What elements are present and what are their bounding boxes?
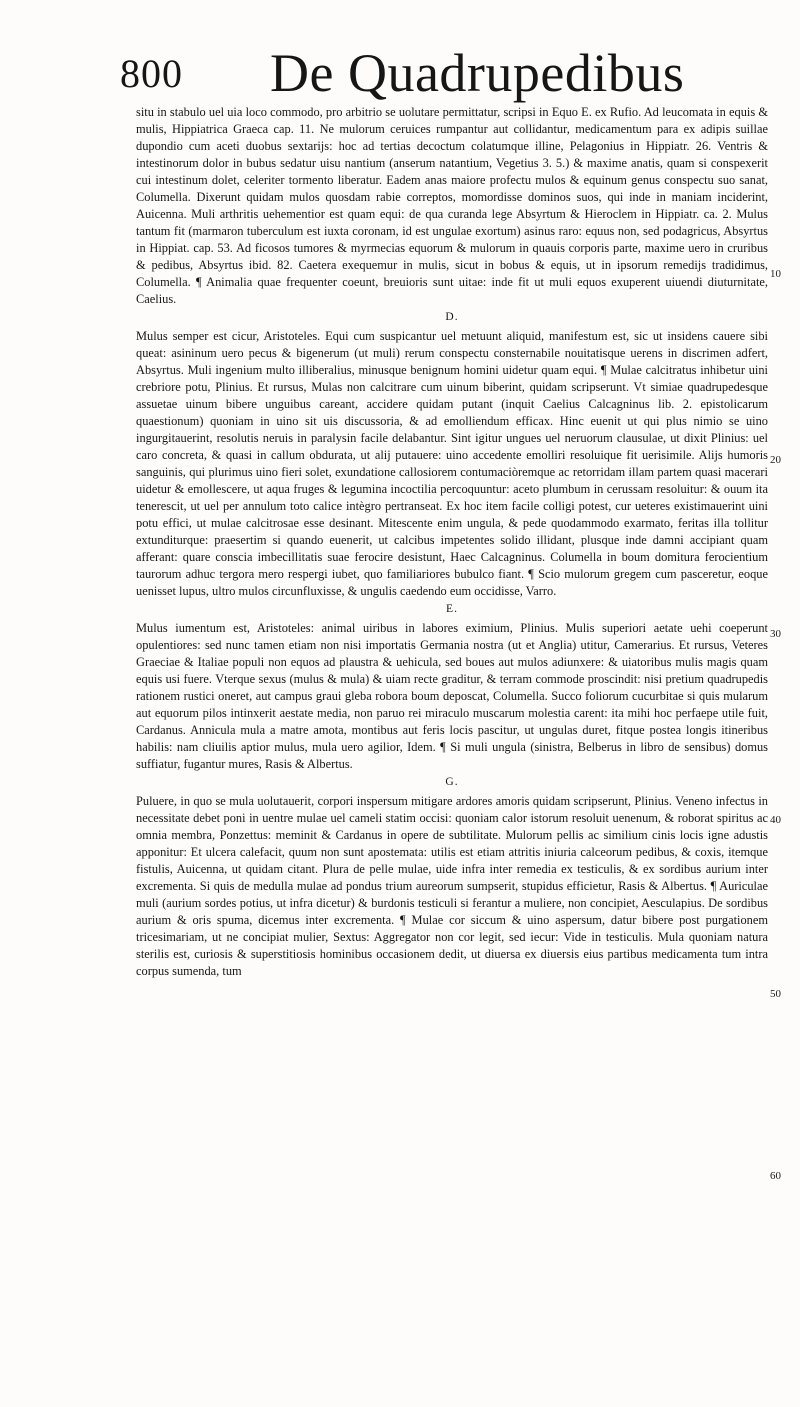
text-column — [136, 104, 768, 1224]
paragraph-section-g: Puluere, in quo se mula uolutauerit, corpori inspersum mitigare ardores amoris quidam scripserunt, Plinius. Veneno infectus in necessitate debet poni in uentre mulae uel cameli statim occisi: quoniam calor istorum resoluit uenenum, & roborat spiritus ac omnia membra, Ponzettus: meminit & Cardanus in opere de subtilitate. Mulorum pellis ac similium cinis locis igne adustis apponitur: Et ulcera calefacit, quum non sunt apostemata: utilis est etiam attritis iniuria calceorum pedibus, & coxis, itemque fistulis, Auicenna, ut quidam citant. Plura de pelle mulae, uide infra inter remedia ex testiculis, & ex sordibus aurium inter excrementa. Si quis de medulla mulae ad pondus trium aureorum sumpserit, stupidus efficietur, Rasis & Albertus. ¶ Auriculae muli (aurium sordes potius, ut infra dicetur) & burdonis testiculi si ferantur a muliere, non concipiet, Aesculapius. De sordibus aurium & oris spuma, dicemus inter excrementa. ¶ Mulae cor siccum & uino aspersum, datur bibere post purgationem tricesimariam, ut ne concipiat mulier, Sextus: Aggregator non cor legit, sed iecur: Vide in testiculis. Mula quoniam natura sterilis est, curiosis & superstitiosis hominibus occasionem dedit, ut diuersa ex diuersis eius partibus medicamenta tum intra corpus sumenda, tum — [136, 794, 768, 978]
paragraph-continuation: situ in stabulo uel uia loco commodo, pro arbitrio se uolutare permittatur, scripsi in Equo E. ex Rufio. Ad leucomata in equis & mulis, Hippiatrica Graeca cap. 11. Ne mulorum ceruices rumpantur aut collidantur, medicamentum para ex adipis suillae dupondio cum aceti duobus sextarijs: hoc ad tertias decoctum colatumque illine, Pelagonius in Hippiatr. 26. Ventris & intestinorum dolor in bubus sedatur uisu nantium (anserum natantium, Vegetius 3. 5.) & maxime anatis, quam si conspexerit cui intestinum dolet, celeriter tormento liberatur. Eadem anas maiore profectu mulos & equinum genus conspectu suo sanat, Columella. Dixerunt quidam mulos quosdam rabie correptos, momordisse dominos suos, qui inde in maniam inciderint, Auicenna. Muli arthritis uehementior est quam equi: de qua curanda lege Absyrtum & Hieroclem in Hippiatr. ca. 2. Mulus tantum fit (marmaron tuberculum est iuxta coronam, id est ungulae exortum) asinus raro: equus non, sed podagricus, Absyrtus in Hippiat. cap. 53. Ad ficosos tumores & myrmecias equorum & mulorum in quauis corporis parte, maxime uero in cruribus & pedibus, Absyrtus ibid. 82. Caetera exequemur in mulis, sicut in bobus & equis, ut in ipsorum remedijs tradidimus, Columella. ¶ Animalia quae frequenter coeunt, breuioris sunt uitae: inde fit ut muli equos exuperent uiuendi diuturnitate, Caelius. — [136, 105, 768, 306]
page-header — [120, 44, 760, 104]
section-marker-e: E. — [446, 603, 458, 615]
margin-number: 10 — [770, 268, 781, 280]
margin-number: 20 — [770, 454, 781, 466]
margin-number: 50 — [770, 988, 781, 1000]
paragraph-section-e: Mulus iumentum est, Aristoteles: animal uiribus in labores eximium, Plinius. Mulis superiori aetate uehi coeperunt opulentiores: sed nunc tamen etiam non nisi importatis Germania nostra (ut et Anglia) utitur, Camerarius. Et rursus, Veteres Graeciae & Italiae populi non equos ad plaustra & uehicula, sed boues aut mulos adiunxere: & uiatoribus mulis magis quam equis usi fuere. Vterque sexus (mulus & mula) & uiam recte graditur, & terram commode proscindit: nisi pretium quadrupedis rationem rustici oneret, aut campus graui gleba robora boum deposcat, Columella. Succo foliorum cucurbitae si quis mularum aut equorum pilos intinxerit aestate media, non paruo rei miraculo muscarum molestia carent: ita mihi hoc perfaepe utile fuit, Cardanus. Annicula mula a matre amota, montibus aut feris locis pascitur, ut ungulas duret, fitque postea longis itineribus habilis: nam cliuilis aptior mulus, mula uero agilior, Idem. ¶ Si muli ungula (sinistra, Belberus in libro de sensibus) domus suffiatur, fugantur mures, Rasis & Albertus. — [136, 621, 768, 771]
margin-line-numbers — [766, 100, 800, 1220]
margin-number: 30 — [770, 628, 781, 640]
section-marker-g: G. — [445, 776, 459, 788]
section-marker-d: D. — [445, 311, 459, 323]
margin-number: 40 — [770, 814, 781, 826]
page-number: 800 — [120, 51, 183, 96]
running-title: De Quadrupedibus — [270, 43, 685, 103]
margin-number: 60 — [770, 1170, 781, 1182]
paragraph-section-d: Mulus semper est cicur, Aristoteles. Equi cum suspicantur uel metuunt aliquid, manifestum est, sic ut insidens cauere sibi queat: asininum uero pecus & bigenerum (ut muli) rerum conspectu consternabile nouitatisque uerens in discrimen adfert, Absyrtus. Muli ingenium multo illiberalius, minusque benignum homini uidetur quam equi. ¶ Mulae calcitratus inhibetur uini crebriore potu, Plinius. Et rursus, Mulas non calcitrare cum uinum biberint, quidam scripserunt. Vt simiae quadrupedesque assuetae uinum bibere unguibus careant, accidere quidam putant (inquit Caelius Calcagninus lib. 2. epistolicarum quaestionum) quoniam in uino sit uis discussoria, & ad emolliendum efficax. Hinc euenit ut qui plus nimio se uino ingurgitauerint, resolutis neruis in paralysin facile delabantur. Sint igitur ungues uel neruorum clausulae, ut dixit Plinius: uel caro concreta, & quasi in callum obdurata, ut alij putauere: uino accedente emolliri resoluique fit uerisimile. Alijs humoris sanguinis, qui plurimus uino fieri solet, exundatione callosiorem contumaciòremque ac retorridam illam partem quasi macerari uidetur & emollescere, ut aqua fruges & legumina incoctilia percoquuntur: aceto plumbum in cerussam resoluitur: & ouum ita tenerescit, ut uel per annulum toto calice intègro pertranseat. Ex hoc item facile colligi potest, cur ueteres existimauerint uini potu effici, ut mulae calcitrosae esse desinant. Mitescente enim ungula, & pede quodammodo exarmato, feritas illa tollitur extunditurque: praesertim si quando euenerit, ut calcibus impetentes solido illidant, plusque inde damni accipiant quam afferant: quare conscia imbecillitatis suae ferocire desistunt, Haec Calcagninus. Columella in boum domitura ferocientium taurorum adhuc tergora mero respergi iubet, quo familiariores bubulco fiant. ¶ Scio mulorum gregem cum pasceretur, eoque uenisset lupus, ultro mulos circunfluxisse, & ungulis caedendo eum occidisse, Varro. — [136, 329, 768, 598]
